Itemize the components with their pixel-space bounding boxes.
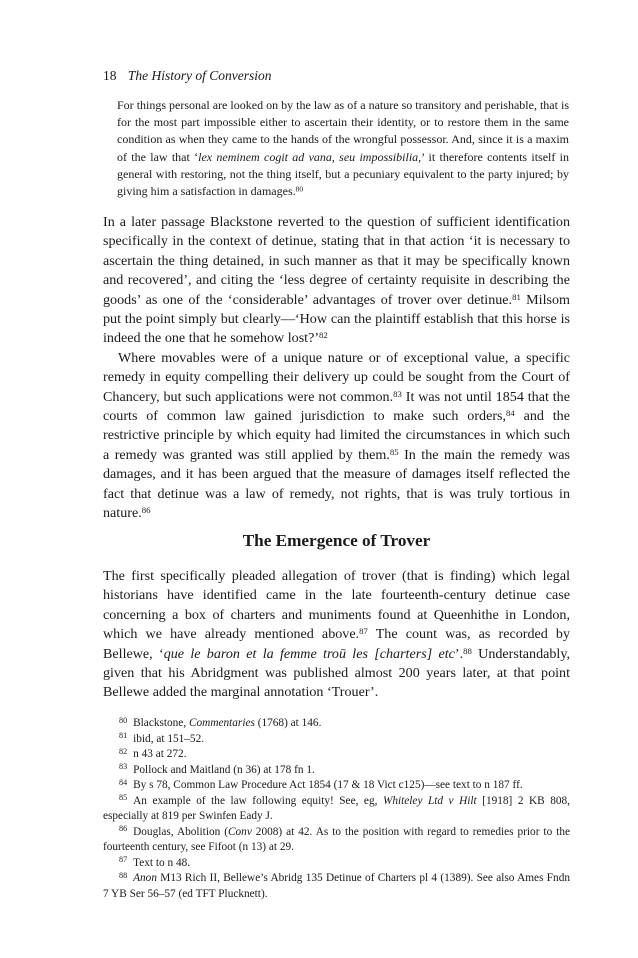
footnote-82 — [103, 747, 570, 763]
footnote-number: 87 — [119, 855, 128, 865]
paragraph-movables — [103, 349, 570, 524]
footnote-text: n 43 at 272. — [133, 748, 187, 760]
footnote-number: 81 — [119, 731, 128, 741]
footnote-italic: Whiteley Ltd v Hilt — [382, 794, 477, 807]
block-quote — [117, 97, 569, 200]
footnote-83 — [103, 763, 570, 779]
footnote-ref-86: 86 — [141, 505, 151, 516]
footnote-italic: Conv — [227, 825, 252, 838]
para3-text-4: Understandably, given that his Abridgment was published almost 200 years later, at that point Bellewe added the marginal annotation ‘Trouer’. — [103, 645, 570, 701]
footnote-number: 88 — [119, 870, 128, 880]
footnote-text: (1768) at 146. — [254, 717, 322, 729]
footnote-text: [1918] 2 KB 808, especially at 819 per Swinfen Eady J. — [103, 794, 570, 822]
footnote-81 — [103, 732, 570, 748]
footnote-text: An example of the law following equity! See, eg, — [133, 794, 383, 807]
paragraph-blackstone — [103, 213, 570, 349]
page-number: 18 — [103, 68, 117, 83]
footnote-italic: Anon — [133, 872, 157, 884]
footnote-italic: Commentaries — [188, 717, 255, 729]
footnote-number: 86 — [119, 824, 128, 834]
para1-text-1: In a later passage Blackstone reverted to the question of sufficient identification specifically in the context of detinue, stating that in that action ‘it is necessary to ascertain the thing detained, in such manner as that it may be specifically known and recovered’, and citing the ‘less degree of certainty requisite in describing the goods’ as one of the ‘considerable’ advantages of trover over detinue. — [103, 214, 570, 308]
para2-text-2: It was not until 1854 that the courts of common law gained jurisdiction to make such orders, — [103, 388, 570, 425]
para1-text-2: Milsom put the point simply but clearly—‘How can the plaintiff establish that this horse is indeed the one that he somehow lost?’ — [103, 291, 570, 347]
para3-text-2: The count was, as recorded by Bellewe, ‘ — [103, 626, 570, 662]
footnote-80 — [103, 716, 570, 732]
running-head-title: The History of Conversion — [127, 68, 272, 83]
footnote-text: Douglas, Abolition ( — [133, 825, 228, 838]
footnote-85 — [103, 794, 570, 825]
paragraph-trover — [103, 567, 570, 703]
body-section-trover — [103, 567, 570, 703]
footnote-text: ibid, at 151–52. — [133, 732, 205, 745]
footnote-ref-87: 87 — [359, 626, 368, 637]
para3-text-1: The first specifically pleaded allegation of trover (that is finding) which legal historians have identified came in the late fourteenth-century detinue case concerning a box of charters and muniments found at Queenhithe in London, which we have already mentioned above. — [103, 568, 570, 643]
footnote-number: 82 — [119, 746, 128, 756]
footnote-number: 83 — [119, 762, 128, 772]
running-head — [103, 67, 272, 85]
footnote-ref-80: 80 — [295, 184, 304, 194]
footnote-text: By s 78, Common Law Procedure Act 1854 (17 & 18 Vict c125)—see text to n 187 ff. — [133, 779, 523, 791]
footnote-ref-84: 84 — [506, 408, 515, 419]
para2-text-3: and the restrictive principle by which equity had limited the circumstances in which such a remedy was granted was still applied by them. — [103, 408, 570, 463]
footnote-number: 84 — [119, 777, 128, 787]
footnote-ref-82: 82 — [319, 330, 328, 341]
para3-text-3: ’. — [454, 645, 464, 662]
para2-text-1: Where movables were of a unique nature or of exceptional value, a specific remedy in equity compelling their delivery up could be sought from the Court of Chancery, but such applications were not common. — [103, 349, 570, 405]
footnotes — [103, 716, 570, 902]
footnote-text: Blackstone, — [133, 717, 189, 729]
footnote-ref-85: 85 — [389, 446, 399, 457]
footnote-87 — [103, 856, 570, 872]
para2-text-4: In the main the remedy was damages, and it has been argued that the measure of damages itself reflected the fact that detinue was a law of remedy, not rights, that is was truly tortious in nature. — [103, 446, 570, 522]
body-section-detinue — [103, 213, 570, 524]
footnote-text: Pollock and Maitland (n 36) at 178 fn 1. — [133, 763, 315, 776]
footnote-text: Text to n 48. — [133, 856, 191, 869]
footnote-number: 80 — [119, 715, 128, 725]
footnote-number: 85 — [119, 793, 128, 803]
para3-latin-count: que le baron et la femme troū les [charters] etc — [163, 645, 455, 662]
section-heading: The Emergence of Trover — [242, 531, 431, 550]
quote-latin-maxim: lex neminem cogit ad vana, seu impossibilia, — [198, 149, 422, 164]
footnote-ref-88: 88 — [463, 645, 472, 656]
footnote-text: M13 Rich II, Bellewe’s Abridg 135 Detinue of Charters pl 4 (1389). See also Ames Fndn 7 YB Ser 56–57 (ed TFT Plucknett). — [103, 872, 570, 900]
footnote-text: 2008) at 42. As to the position with regard to remedies prior to the fourteenth century, see Fifoot (n 13) at 29. — [103, 825, 570, 853]
footnote-ref-83: 83 — [393, 388, 402, 399]
footnote-88 — [103, 871, 570, 902]
footnote-84 — [103, 778, 570, 794]
quote-text-end: ’ it therefore contents itself in general with restoring, not the thing itself, but a pecuniary equivalent to the party injured; by giving him a satisfaction in damages. — [117, 149, 569, 199]
quote-text-start: For things personal are looked on by the law as of a nature so transitory and perishable, that is for the most part impossible either to ascertain their identity, or to restore them in the same condition as when they came to the hands of the wrongful possessor. And, since it is a maxim of the law that ‘ — [117, 98, 569, 164]
footnote-ref-81: 81 — [512, 291, 521, 302]
footnote-86 — [103, 825, 570, 856]
